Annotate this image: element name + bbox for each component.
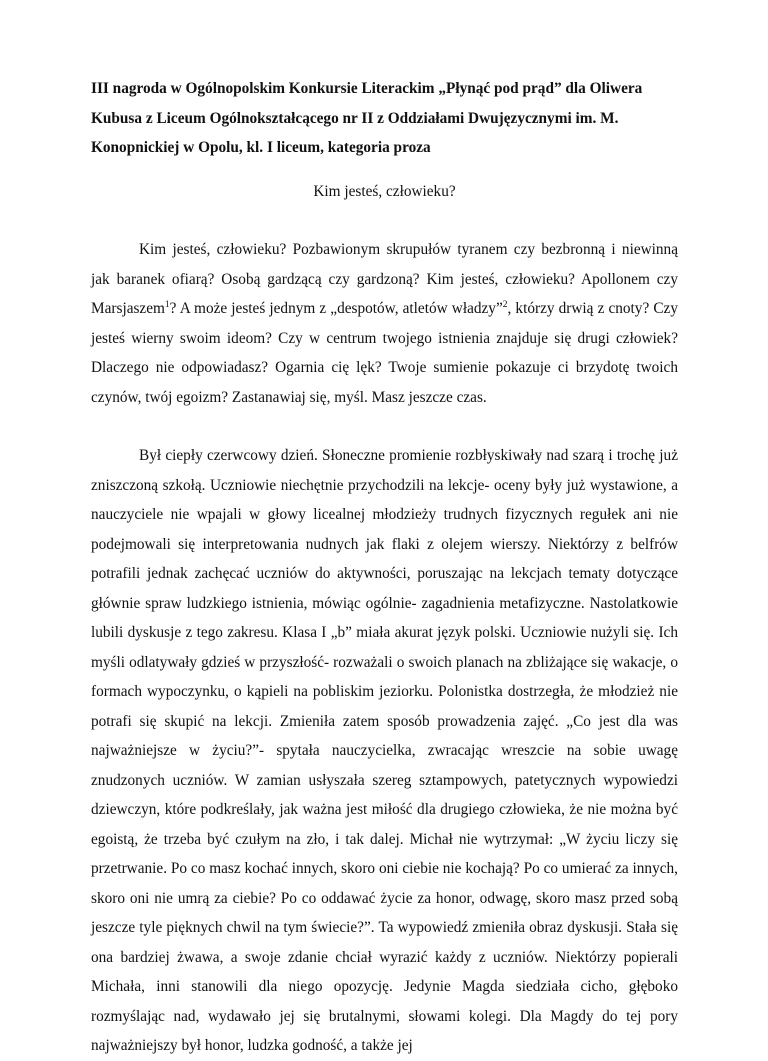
paragraph-2: Był ciepły czerwcowy dzień. Słoneczne promienie rozbłyskiwały nad szarą i trochę już zniszczoną szkołą. Uczniowie niechętnie przychodzili na lekcje- oceny były już wystawione, a nauczyciele nie wpajali w głowy licealnej młodzieży trudnych fizycznych regułek ani nie podejmowali się interpretowania nudnych jak flaki z olejem wierszy. Niektórzy z belfrów potrafili jednak zachęcać uczniów do aktywności, poruszając na lekcjach tematy dotyczące głównie spraw ludzkiego istnienia, mówiąc ogólnie- zagadnienia metafizyczne. Nastolatkowie lubili dyskusje z tego zakresu. Klasa I „b” miała akurat język polski. Uczniowie nużyli się. Ich myśli odlatywały gdzieś w przyszłość- rozważali o swoich planach na zbliżające się wakacje, o formach wypoczynku, o kąpieli na pobliskim jeziorku. Polonistka dostrzegła, że młodzież nie potrafi się skupić na lekcji. Zmieniła zatem sposób prowadzenia zajęć. „Co jest dla was najważniejsze w życiu?”- spytała nauczycielka, zwracając wreszcie na sobie uwagę znudzonych uczniów. W zamian usłyszała szereg sztampowych, patetycznych wypowiedzi dziewczyn, które podkreślały, jak ważna jest miłość dla drugiego człowieka, że nie można być egoistą, że trzeba być czułym na zło, i tak dalej. Michał nie wytrzymał: „W życiu liczy się przetrwanie. Po co masz kochać innych, skoro oni ciebie nie kochają? Po co umierać za innych, skoro oni nie umrą za ciebie? Po co oddawać życie za honor, odwagę, skoro masz przed sobą jeszcze tyle pięknych chwil na tym świecie?”. Ta wypowiedź zmieniła obraz dyskusji. Stała się ona bardziej żwawa, a swoje zdanie chciał wyrazić każdy z uczniów. Niektórzy popierali Michała, inni stanowili dla niego opozycję. Jedynie Magda siedziała cicho, głęboko rozmyślając nad, wydawało jej się brutalnymi, słowami kolegi. Dla Magdy do tej pory najważniejszy był honor, ludzka godność, a także jej [91, 447, 678, 1054]
paragraph-1-text-b: ? A może jesteś jednym z „despotów, atletów władzy” [169, 300, 503, 317]
document-heading: III nagroda w Ogólnopolskim Konkursie Literackim „Płynąć pod prąd” dla Oliwera Kubusa z Liceum Ogólnokształcącego nr II z Oddziałami Dwujęzycznymi im. M. Konopnickiej w Opolu, kl. I liceum, kategoria proza [91, 80, 643, 156]
paragraph-1 [91, 235, 678, 412]
document-page [91, 74, 678, 1061]
paragraph-1-text-a: Kim jesteś, człowieku? Pozbawionym skrupułów tyranem czy bezbronną i niewinną jak baranek ofiarą? Osobą gardzącą czy gardzoną? Kim jesteś, człowieku? Apollonem czy Marsjaszem [91, 241, 678, 317]
footnote-ref-2: 2 [502, 299, 508, 310]
footnote-ref-1: 1 [164, 299, 170, 310]
story-title: Kim jesteś, człowieku? [313, 182, 456, 200]
paragraph-1-text-c: , którzy drwią z cnoty? Czy jesteś wierny swoim ideom? Czy w centrum twojego istnienia znajduje się drugi człowiek? Dlaczego nie odpowiadasz? Ogarnia cię lęk? Twoje sumienie pokazuje ci brzydotę twoich czynów, twój egoizm? Zastanawiaj się, myśl. Masz jeszcze czas. [91, 300, 678, 406]
